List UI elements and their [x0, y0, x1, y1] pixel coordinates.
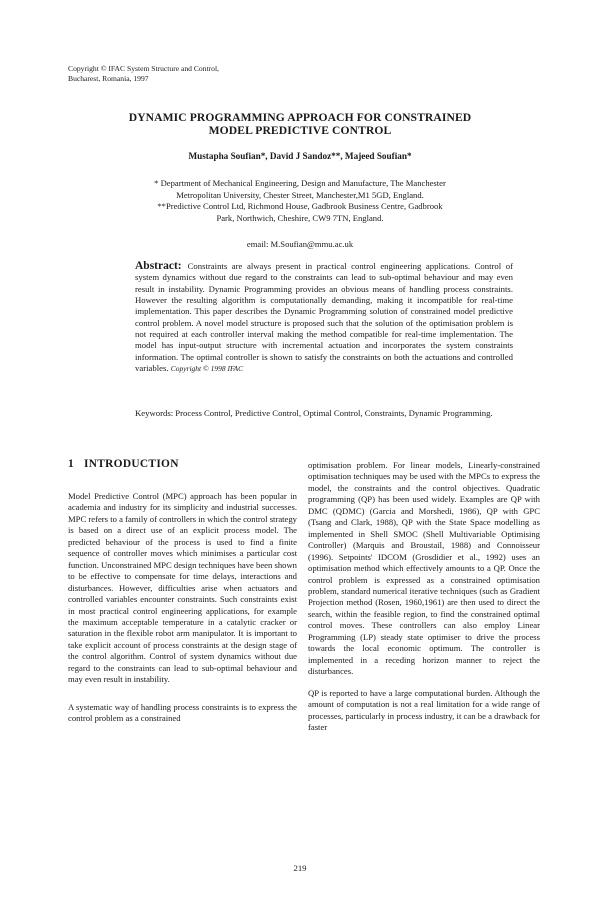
right-column [308, 460, 540, 743]
section-heading [68, 458, 179, 470]
affiliation-line-3: **Predictive Control Ltd, Richmond House, Gadbrook Business Centre, Gadbrook [157, 201, 443, 211]
authors: Mustapha Soufian*, David J Sandoz**, Majeed Soufian* [188, 151, 412, 161]
title-line-2: MODEL PREDICTIVE CONTROL [208, 124, 392, 137]
copyright-line-1: Copyright © IFAC System Structure and Control, [68, 64, 219, 73]
left-column [68, 491, 297, 735]
author-email: email: M.Soufian@mmu.ac.uk [246, 239, 354, 249]
paragraph: QP is reported to have a large computational burden. Although the amount of computation is not a real limitation for a wide range of processes, particularly in process industry, it can be a drawback for faster [308, 687, 540, 732]
copyright-line-2: Bucharest, Romania, 1997 [68, 74, 149, 83]
page-number: 219 [293, 863, 307, 873]
abstract-copyright: Copyright © 1998 IFAC [170, 364, 244, 374]
section-number: 1 [68, 458, 74, 470]
abstract-label: Abstract: [135, 260, 182, 272]
keywords: Keywords: Process Control, Predictive Control, Optimal Control, Constraints, Dynamic Programming. [135, 408, 493, 418]
title-line-1: DYNAMIC PROGRAMMING APPROACH FOR CONSTRAINED [128, 111, 472, 124]
paragraph: A systematic way of handling process constraints is to express the control problem as a constrained [68, 701, 297, 724]
affiliation-line-2: Metropolitan University, Chester Street, Manchester,M1 5GD, England. [176, 189, 424, 200]
copyright-notice [68, 64, 219, 84]
paragraph: optimisation problem. For linear models, Linearly-constrained optimisation techniques may be used with the MPCs to express the model, the constraints and the control objectives. Quadratic programming (QP) has been used widely. Examples are QP with DMC (QDMC) (Garcia and Morshedi, 1986), QP with GPC (Tsang and Clark, 1988), QP with the State Space modelling as implemented in Shell SMOC (Shell Multivariable Optimising Controller) (Marquis and Broustail, 1988) and Connoisseur (1996). Setpoints' IDCOM (Grosdidier et al., 1992) uses an optimisation method which effectively amounts to a QP. Once the control problem is expressed as a constrained optimisation problem, standard numerical iterative techniques (such as Gradient Projection method (Rosen, 1960,1961) are then used to direct the search, within the feasible region, to find the constrained optimal control moves. These controllers can also employ Linear Programming (LP) steady state optimiser to drive the process towards the local economic optimum. The controller is implemented in a receding horizon manner to reject the disturbances. [308, 460, 540, 677]
abstract-text: Constraints are always present in practical control engineering applications. Control of system dynamics without due regard to the constraints can lead to sub-optimal behaviour and may even result in instability. Dynamic Programming provides an obvious means of handling process constraints. However the resulting algorithm is computationally demanding, making it incompatible for real-time implementation. This paper describes the Dynamic Programming solution of constrained model predictive control problem. A novel model structure is proposed such that the solution of the optimisation problem is not required at each controller interval making the method compatible for real-time implementation. The model has input-output structure with incremental actuation and incorporates the system constraints information. The optimal controller is shown to satisfy the constraints on both the actuations and controlled variables. [135, 261, 513, 374]
paragraph: Model Predictive Control (MPC) approach has been popular in academia and industry for its simplicity and industrial successes. MPC refers to a family of controllers in which the control strategy is based on a direct use of an explicit process model. The predicted behaviour of the process is used to find a finite sequence of controller moves which minimises a particular cost function. Unconstrained MPC design techniques have been shown to be effective to compensate for time delays, interactions and disturbances. However, difficulties arise when actuators and controlled variables encounter constraints. Such constraints exist in most practical control engineering applications, for example the maximum acceptable temperature in a catalytic cracker or saturation in the flexible robot arm manipulator. It is important to take explicit account of process constraints at the design stage of the control algorithm. Control of system dynamics without due regard to the constraints can lead to sub-optimal behaviour and may even result in instability. [68, 491, 297, 685]
affiliation-line-1: * Department of Mechanical Engineering, Design and Manufacture, The Manchester [154, 178, 446, 188]
affiliation-line-4: Park, Northwich, Cheshire, CW9 7TN, England. [216, 212, 384, 223]
section-title: INTRODUCTION [84, 458, 179, 470]
paper-title [60, 111, 540, 137]
affiliations [60, 178, 540, 224]
abstract [135, 261, 513, 374]
